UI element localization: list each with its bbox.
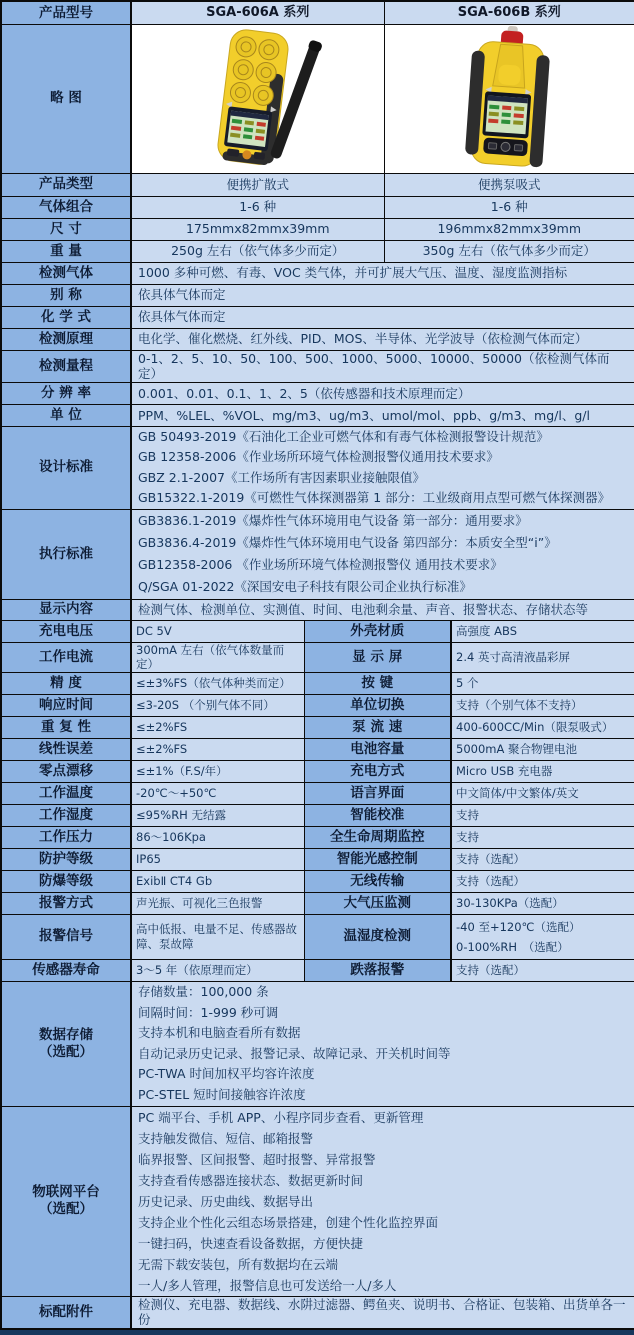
iot-platform-line: 支持触发微信、短信、邮箱报警 xyxy=(138,1130,314,1146)
charging-voltage-label: 充电电压 xyxy=(1,620,131,642)
design-standard-line: GB 50493-2019《石油化工企业可燃气体和有毒气体检测报警设计规范》 xyxy=(138,428,549,444)
data-storage-label xyxy=(1,981,131,1106)
repeatability-value: ≤±2%FS xyxy=(131,716,304,738)
execution-standard-value xyxy=(131,509,634,599)
gas-combination-a: 1-6 种 xyxy=(131,196,384,218)
data-storage-line: 间隔时间：1-999 秒可调 xyxy=(138,1004,279,1020)
design-standard-value xyxy=(131,426,634,509)
units-row xyxy=(1,404,634,426)
chemical-formula-row xyxy=(1,306,634,328)
alias-row xyxy=(1,284,634,306)
detection-principle-label: 检测原理 xyxy=(1,328,131,350)
data-storage-label-line: 数据存储 xyxy=(39,1026,93,1043)
explosion-proof-row xyxy=(1,870,634,892)
repeatability-label: 重 复 性 xyxy=(1,716,131,738)
charging-method-label: 充电方式 xyxy=(304,760,451,782)
temp-humidity-line: 0-100%RH （选配） xyxy=(456,939,569,954)
display-screen-value: 2.4 英寸高清液晶彩屏 xyxy=(451,642,634,672)
iot-platform-value xyxy=(131,1106,634,1296)
detected-gas-label: 检测气体 xyxy=(1,262,131,284)
temp-humidity-value xyxy=(451,914,634,959)
detected-gas-row xyxy=(1,262,634,284)
explosion-proof-label: 防爆等级 xyxy=(1,870,131,892)
protection-rating-label: 防护等级 xyxy=(1,848,131,870)
accuracy-label: 精 度 xyxy=(1,672,131,694)
accessories-label: 标配附件 xyxy=(1,1296,131,1329)
buttons-value: 5 个 xyxy=(451,672,634,694)
lifecycle-monitor-label: 全生命周期监控 xyxy=(304,826,451,848)
dimensions-a: 175mmx82mmx39mm xyxy=(131,218,384,240)
language-label: 语言界面 xyxy=(304,782,451,804)
sensor-life-value: 3～5 年（依原理而定） xyxy=(131,959,304,981)
weight-b: 350g 左右（依气体多少而定） xyxy=(384,240,634,262)
weight-label: 重 量 xyxy=(1,240,131,262)
model-a-title: SGA-606A 系列 xyxy=(131,1,384,25)
sensor-life-label: 传感器寿命 xyxy=(1,959,131,981)
unit-switch-label: 单位切换 xyxy=(304,694,451,716)
detection-range-value: 0-1、2、5、10、50、100、500、1000、5000、10000、50000（依检测气体而定） xyxy=(131,350,634,382)
pump-speed-label: 泵 流 速 xyxy=(304,716,451,738)
temp-humidity-line: -40 至+120℃（选配） xyxy=(456,919,581,934)
execution-standard-line: GB3836.4-2019《爆炸性气体环境用电气设备 第四部分：本质安全型“i”》 xyxy=(138,535,557,551)
pump-speed-value: 400-600CC/Min（限泵吸式） xyxy=(451,716,634,738)
execution-standard-line: GB12358-2006 《作业场所环境气体检测报警仪 通用技术要求》 xyxy=(138,557,503,573)
units-label: 单 位 xyxy=(1,404,131,426)
design-standard-label: 设计标准 xyxy=(1,426,131,509)
detected-gas-value: 1000 多种可燃、有毒、VOC 类气体，并可扩展大气压、温度、湿度监测指标 xyxy=(131,262,634,284)
model-b-image-cell xyxy=(384,25,634,174)
working-humidity-row xyxy=(1,804,634,826)
response-time-label: 响应时间 xyxy=(1,694,131,716)
product-type-a: 便携扩散式 xyxy=(131,173,384,196)
gas-combination-row xyxy=(1,196,634,218)
device-button xyxy=(488,143,496,150)
display-content-row xyxy=(1,599,634,620)
buttons-label: 按 键 xyxy=(304,672,451,694)
temp-humidity-label: 温湿度检测 xyxy=(304,914,451,959)
shell-material-label: 外壳材质 xyxy=(304,620,451,642)
battery-capacity-label: 电池容量 xyxy=(304,738,451,760)
battery-capacity-value: 5000mA 聚合物锂电池 xyxy=(451,738,634,760)
working-current-row xyxy=(1,642,634,672)
iot-platform-row xyxy=(1,1106,634,1296)
device-button xyxy=(227,148,240,156)
data-storage-line: 自动记录历史记录、报警记录、故障记录、开关机时间等 xyxy=(138,1045,451,1061)
zero-drift-row xyxy=(1,760,634,782)
sketch-label: 略 图 xyxy=(1,25,131,174)
charging-voltage-row xyxy=(1,620,634,642)
light-sensor-value: 支持（选配） xyxy=(451,848,634,870)
charging-method-value: Micro USB 充电器 xyxy=(451,760,634,782)
charging-voltage-value: DC 5V xyxy=(131,620,304,642)
product-type-b: 便携泵吸式 xyxy=(384,173,634,196)
sketch-row xyxy=(1,25,634,174)
units-value: PPM、%LEL、%VOL、mg/m3、ug/m3、umol/mol、ppb、g/m3、mg/l、g/l xyxy=(131,404,634,426)
accuracy-value: ≤±3%FS（依气体种类而定） xyxy=(131,672,304,694)
display-content-value: 检测气体、检测单位、实测值、时间、电池剩余量、声音、报警状态、存储状态等 xyxy=(131,599,634,620)
zero-drift-label: 零点漂移 xyxy=(1,760,131,782)
design-standard-row xyxy=(1,426,634,509)
iot-platform-line: 无需下载安装包，所有数据均在云端 xyxy=(138,1256,339,1272)
drop-alarm-value: 支持（选配） xyxy=(451,959,634,981)
dimensions-row xyxy=(1,218,634,240)
response-time-row xyxy=(1,694,634,716)
alarm-mode-row xyxy=(1,892,634,914)
data-storage-optional-tag: （选配） xyxy=(39,1043,93,1060)
data-storage-line: PC-STEL 短时间接触容许浓度 xyxy=(138,1086,306,1102)
design-standard-line: GB 12358-2006《作业场所环境气体检测报警仪通用技术要求》 xyxy=(138,449,499,465)
display-content-label: 显示内容 xyxy=(1,599,131,620)
alarm-mode-label: 报警方式 xyxy=(1,892,131,914)
alarm-signal-label: 报警信号 xyxy=(1,914,131,959)
barometric-monitor-value: 30-130KPa（选配） xyxy=(451,892,634,914)
protection-rating-value: IP65 xyxy=(131,848,304,870)
iot-platform-label xyxy=(1,1106,131,1296)
wireless-label: 无线传输 xyxy=(304,870,451,892)
iot-platform-line: 临界报警、区间报警、超时报警、异常报警 xyxy=(138,1151,376,1167)
model-a-image-cell xyxy=(131,25,384,174)
execution-standard-line: GB3836.1-2019《爆炸性气体环境用电气设备 第一部分：通用要求》 xyxy=(138,513,528,529)
iot-platform-line: 历史记录、历史曲线、数据导出 xyxy=(138,1193,314,1209)
accessories-value: 检测仪、充电器、数据线、水阱过滤器、鳄鱼夹、说明书、合格证、包装箱、出货单各一份 xyxy=(131,1296,634,1329)
working-humidity-label: 工作湿度 xyxy=(1,804,131,826)
smart-calibration-label: 智能校准 xyxy=(304,804,451,826)
gas-combination-label: 气体组合 xyxy=(1,196,131,218)
detection-range-label: 检测量程 xyxy=(1,350,131,382)
chemical-formula-value: 依具体气体而定 xyxy=(131,306,634,328)
dimensions-label: 尺 寸 xyxy=(1,218,131,240)
iot-platform-line: PC 端平台、手机 APP、小程序同步查看、更新管理 xyxy=(138,1109,424,1125)
zero-drift-value: ≤±1%（F.S/年） xyxy=(131,760,304,782)
execution-standard-line: Q/SGA 01-2022《深国安电子科技有限公司企业执行标准》 xyxy=(138,579,472,595)
sga-606b-device-image xyxy=(385,25,634,169)
alias-value: 依具体气体而定 xyxy=(131,284,634,306)
working-humidity-value: ≤95%RH 无结露 xyxy=(131,804,304,826)
working-temperature-row xyxy=(1,782,634,804)
linearity-error-value: ≤±2%FS xyxy=(131,738,304,760)
data-storage-line: 存储数量：100,000 条 xyxy=(138,984,269,1000)
linearity-error-label: 线性误差 xyxy=(1,738,131,760)
iot-platform-label-line: 物联网平台 xyxy=(32,1184,100,1201)
sga-606a-device-image xyxy=(132,25,383,169)
alarm-signal-row xyxy=(1,914,634,959)
protection-rating-row xyxy=(1,848,634,870)
iot-platform-line: 一人/多人管理，报警信息也可发送给一人/多人 xyxy=(138,1277,397,1293)
wireless-value: 支持（选配） xyxy=(451,870,634,892)
explosion-proof-value: ExibⅡ CT4 Gb xyxy=(131,870,304,892)
linearity-error-row xyxy=(1,738,634,760)
display-screen-label: 显 示 屏 xyxy=(304,642,451,672)
working-temperature-value: -20℃～+50℃ xyxy=(131,782,304,804)
execution-standard-row xyxy=(1,509,634,599)
alias-label: 别 称 xyxy=(1,284,131,306)
chemical-formula-label: 化 学 式 xyxy=(1,306,131,328)
data-storage-row xyxy=(1,981,634,1106)
design-standard-line: GBZ 2.1-2007《工作场所有害因素职业接触限值》 xyxy=(138,469,426,485)
detection-principle-row xyxy=(1,328,634,350)
data-storage-line: 支持本机和电脑查看所有数据 xyxy=(138,1025,301,1041)
sensor-life-row xyxy=(1,959,634,981)
drop-alarm-label: 跌落报警 xyxy=(304,959,451,981)
detection-range-row xyxy=(1,350,634,382)
iot-platform-line: 支持企业个性化云组态场景搭建，创建个性化监控界面 xyxy=(138,1214,439,1230)
device-button xyxy=(514,145,522,152)
response-time-value: ≤3-20S （个别气体不同） xyxy=(131,694,304,716)
working-current-label: 工作电流 xyxy=(1,642,131,672)
light-sensor-label: 智能光感控制 xyxy=(304,848,451,870)
design-standard-line: GB15322.1-2019《可燃性气体探测器第 1 部分：工业级商用点型可燃气体探测器》 xyxy=(138,490,611,506)
data-storage-line: PC-TWA 时间加权平均容许浓度 xyxy=(138,1066,315,1082)
header-row xyxy=(1,1,634,25)
dimensions-b: 196mmx82mmx39mm xyxy=(384,218,634,240)
product-type-label: 产品类型 xyxy=(1,173,131,196)
iot-platform-line: 一键扫码，快速查看设备数据，方便快捷 xyxy=(138,1235,364,1251)
alarm-signal-value: 高中低报、电量不足、传感器故障、泵故障 xyxy=(131,914,304,959)
bottom-border-bar xyxy=(0,1330,634,1335)
accessories-row xyxy=(1,1296,634,1329)
resolution-value: 0.001、0.01、0.1、1、2、5（依传感器和技术原理而定） xyxy=(131,382,634,404)
device-button xyxy=(254,152,266,160)
product-type-row xyxy=(1,173,634,196)
product-model-label: 产品型号 xyxy=(1,1,131,25)
iot-platform-optional-tag: （选配） xyxy=(39,1201,93,1218)
gas-combination-b: 1-6 种 xyxy=(384,196,634,218)
resolution-row xyxy=(1,382,634,404)
execution-standard-label: 执行标准 xyxy=(1,509,131,599)
shell-material-value: 高强度 ABS xyxy=(451,620,634,642)
weight-row xyxy=(1,240,634,262)
model-b-title: SGA-606B 系列 xyxy=(384,1,634,25)
resolution-label: 分 辨 率 xyxy=(1,382,131,404)
working-pressure-value: 86～106Kpa xyxy=(131,826,304,848)
barometric-monitor-label: 大气压监测 xyxy=(304,892,451,914)
language-value: 中文简体/中文繁体/英文 xyxy=(451,782,634,804)
data-storage-value xyxy=(131,981,634,1106)
smart-calibration-value: 支持 xyxy=(451,804,634,826)
accuracy-row xyxy=(1,672,634,694)
working-pressure-row xyxy=(1,826,634,848)
alarm-mode-value: 声光振、可视化三色报警 xyxy=(131,892,304,914)
working-temperature-label: 工作温度 xyxy=(1,782,131,804)
repeatability-row xyxy=(1,716,634,738)
unit-switch-value: 支持（个别气体不支持） xyxy=(451,694,634,716)
iot-platform-line: 支持查看传感器连接状态、数据更新时间 xyxy=(138,1172,364,1188)
weight-a: 250g 左右（依气体多少而定） xyxy=(131,240,384,262)
detection-principle-value: 电化学、催化燃烧、红外线、PID、MOS、半导体、光学波导（依检测气体而定） xyxy=(131,328,634,350)
working-current-value: 300mA 左右（依气体数量而定） xyxy=(131,642,304,672)
working-pressure-label: 工作压力 xyxy=(1,826,131,848)
lifecycle-monitor-value: 支持 xyxy=(451,826,634,848)
